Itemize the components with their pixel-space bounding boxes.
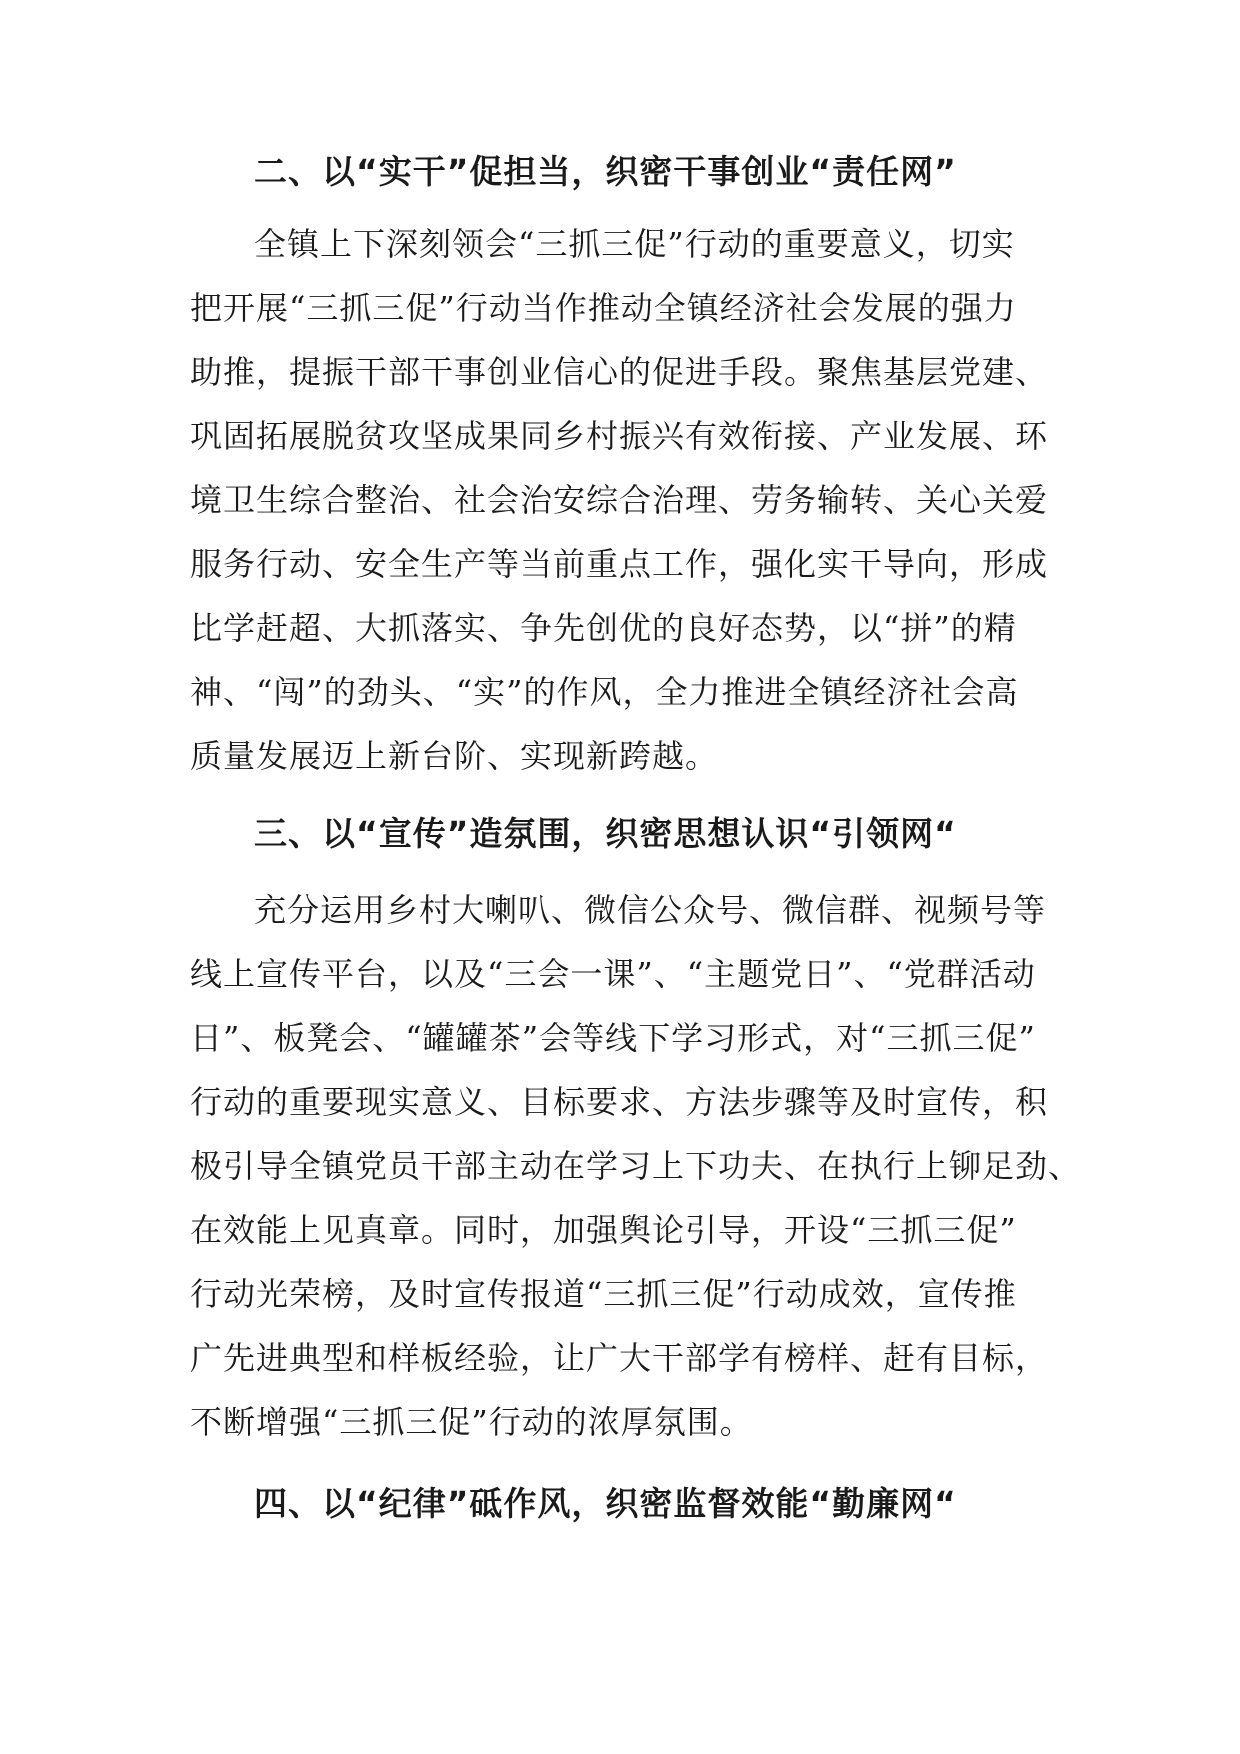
paragraph-line: 比学赶超、大抓落实、争先创优的良好态势，以“拼”的精 [190,609,1017,647]
paragraph-line: 广先进典型和样板经验，让广大干部学有榜样、赶有目标， [190,1339,1049,1377]
section-paragraph-3 [190,878,1082,1454]
paragraph-line: 行动光荣榜，及时宣传报道“三抓三促”行动成效，宣传推 [190,1275,1017,1313]
paragraph-line: 线上宣传平台，以及“三会一课”、“主题党日”、“党群活动 [190,955,1036,993]
section-heading-3: 三、以“宣传”造氛围，织密思想认识“引领网“ [254,814,957,853]
paragraph-line: 行动的重要现实意义、目标要求、方法步骤等及时宣传，积 [190,1083,1049,1121]
paragraph-line: 巩固拓展脱贫攻坚成果同乡村振兴有效衔接、产业发展、环 [190,417,1049,455]
section-heading-4: 四、以“纪律”砥作风，织密监督效能“勤廉网“ [254,1484,957,1523]
paragraph-line: 神、“闯”的劲头、“实”的作风，全力推进全镇经济社会高 [190,673,1019,711]
paragraph-line: 境卫生综合整治、社会治安综合治理、劳务输转、关心关爱 [190,481,1049,519]
paragraph-line: 日”、板凳会、“罐罐茶”会等线下学习形式，对“三抓三促” [190,1019,1036,1057]
section-paragraph-2 [190,212,1050,788]
paragraph-line: 助推，提振干部干事创业信心的促进手段。聚焦基层党建、 [190,353,1049,391]
paragraph-line: 服务行动、安全生产等当前重点工作，强化实干导向，形成 [190,545,1049,583]
paragraph-line: 全镇上下深刻领会“三抓三促”行动的重要意义，切实 [254,225,1015,263]
paragraph-line: 在效能上见真章。同时，加强舆论引导，开设“三抓三促” [190,1211,1017,1249]
paragraph-line: 极引导全镇党员干部主动在学习上下功夫、在执行上铆足劲、 [190,1147,1082,1185]
section-heading-2: 二、以“实干”促担当，织密干事创业“责任网” [254,152,957,191]
paragraph-line: 把开展“三抓三促”行动当作推动全镇经济社会发展的强力 [190,289,1017,327]
paragraph-line: 质量发展迈上新台阶、实现新跨越。 [190,737,719,775]
paragraph-line: 不断增强“三抓三促”行动的浓厚氛围。 [190,1403,753,1441]
document-body [190,150,1082,1526]
paragraph-line: 充分运用乡村大喇叭、微信公众号、微信群、视频号等 [254,891,1047,929]
